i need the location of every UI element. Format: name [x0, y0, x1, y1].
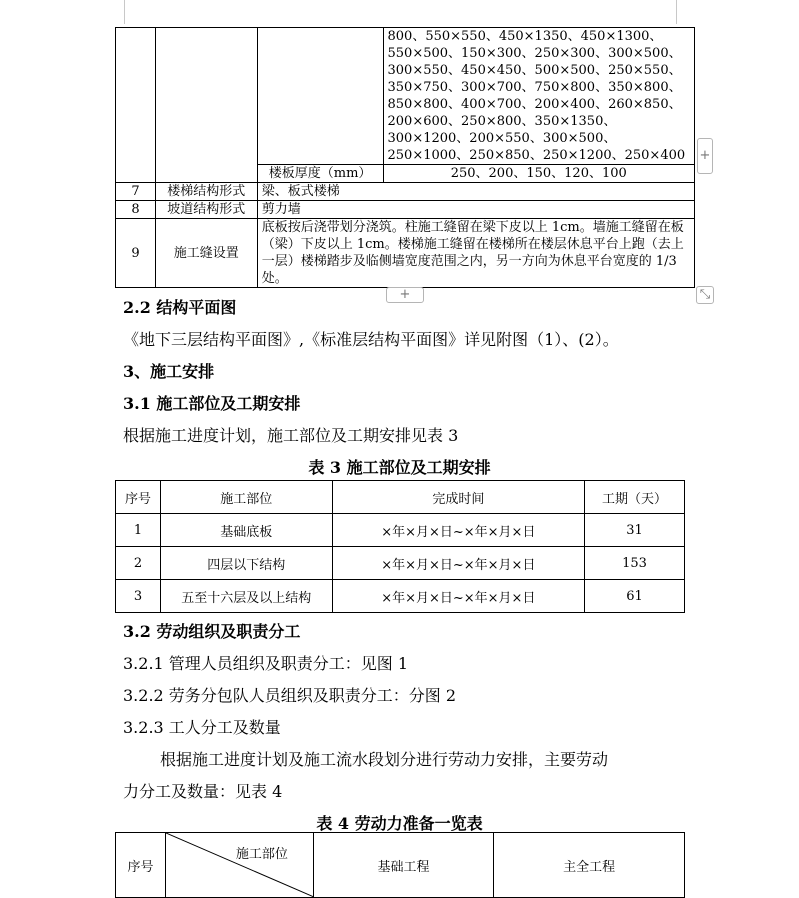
table-cell: 61: [585, 580, 685, 613]
row-number: 7: [116, 183, 156, 201]
structure-table: [115, 27, 695, 288]
row-number: 9: [116, 219, 156, 288]
row-label: 楼梯结构形式: [155, 183, 257, 201]
resize-table-handle[interactable]: ⤡: [696, 286, 714, 304]
col-header: 施工部位: [160, 481, 332, 514]
table-row: [116, 183, 695, 201]
diagonal-header-label: 施工部位: [235, 847, 288, 862]
row-label: 坡道结构形式: [155, 201, 257, 219]
add-column-button[interactable]: +: [697, 138, 713, 174]
table-header-row: [116, 481, 685, 514]
slab-value-cell: 250、200、150、120、100: [383, 165, 694, 183]
section-3-2-3-body-line1: 根据施工进度计划及施工流水段划分进行劳动力安排，主要劳动: [160, 750, 609, 769]
col-header: 序号: [116, 481, 161, 514]
labor-table: [115, 832, 685, 898]
col-header: 完成时间: [332, 481, 585, 514]
page-margin-right: [676, 0, 677, 24]
col-header: 序号: [116, 833, 166, 898]
table-3-caption: 表 3 施工部位及工期安排: [308, 458, 491, 477]
section-3-1-body: 根据施工进度计划，施工部位及工期安排见表 3: [123, 426, 459, 445]
section-3-2-2: 3.2.2 劳务分包队人员组织及职责分工：分图 2: [123, 686, 457, 705]
section-3-2-3-body-line2: 力分工及数量：见表 4: [123, 782, 283, 801]
table-cell: ×年×月×日~×年×月×日: [332, 547, 585, 580]
table-cell: 3: [116, 580, 161, 613]
section-3-2-title: 3.2 劳动组织及职责分工: [123, 622, 301, 641]
table-cell: 基础底板: [160, 514, 332, 547]
page-margin-left: [124, 0, 125, 24]
table-row: [116, 201, 695, 219]
table-cell: 31: [585, 514, 685, 547]
row-number: 8: [116, 201, 156, 219]
col-header: 基础工程: [313, 833, 494, 898]
table-row: [116, 219, 695, 288]
table-cell: [116, 28, 156, 183]
schedule-table: [115, 480, 685, 613]
section-2-2-title: 2.2 结构平面图: [123, 298, 237, 317]
table-cell: 四层以下结构: [160, 547, 332, 580]
col-header: 主全工程: [494, 833, 685, 898]
table-cell: 2: [116, 547, 161, 580]
table-cell: [257, 28, 383, 165]
diagonal-header-cell: [165, 833, 313, 898]
section-2-2-body: 《地下三层结构平面图》,《标准层结构平面图》详见附图（1）、(2）。: [123, 330, 619, 349]
slab-label-cell: 楼板厚度（mm）: [257, 165, 383, 183]
table-row: [116, 547, 685, 580]
row-value: 梁、板式楼梯: [257, 183, 694, 201]
section-3-title: 3、施工安排: [123, 362, 215, 381]
section-3-1-title: 3.1 施工部位及工期安排: [123, 394, 301, 413]
table-cell: 1: [116, 514, 161, 547]
row-value: 剪力墙: [257, 201, 694, 219]
table-header-row: [116, 833, 685, 898]
table-cell: ×年×月×日~×年×月×日: [332, 514, 585, 547]
col-header: 工期（天）: [585, 481, 685, 514]
section-3-2-1: 3.2.1 管理人员组织及职责分工：见图 1: [123, 654, 409, 673]
row-label: 施工缝设置: [155, 219, 257, 288]
row-value: 底板按后浇带划分浇筑。柱施工缝留在梁下皮以上 1cm。墙施工缝留在板（梁）下皮以上 1cm。楼梯施工缝留在楼梯所在楼层休息平台上跑（去上一层）楼梯踏步及临侧墙宽度范围之内，另一方向为休息平台宽度的 1/3 处。: [257, 219, 694, 288]
table-cell: ×年×月×日~×年×月×日: [332, 580, 585, 613]
table-cell: [155, 28, 257, 183]
table-cell: 153: [585, 547, 685, 580]
table-row: [116, 28, 695, 165]
table-row: [116, 514, 685, 547]
table-4-caption: 表 4 劳动力准备一览表: [316, 814, 483, 833]
add-row-button[interactable]: +: [386, 287, 424, 303]
table-row: [116, 580, 685, 613]
beam-dims-cell: 800、550×550、450×1350、450×1300、550×500、150×300、250×300、300×500、300×550、450×450、500×500、250×550、350×750、300×700、750×800、350×800、850×800、400×700、200×400、260×850、200×600、250×800、350×1350、300×1200、200×550、300×500、250×1000、250×850、250×1200、250×400: [383, 28, 694, 165]
table-cell: 五至十六层及以上结构: [160, 580, 332, 613]
section-3-2-3: 3.2.3 工人分工及数量: [123, 718, 281, 737]
